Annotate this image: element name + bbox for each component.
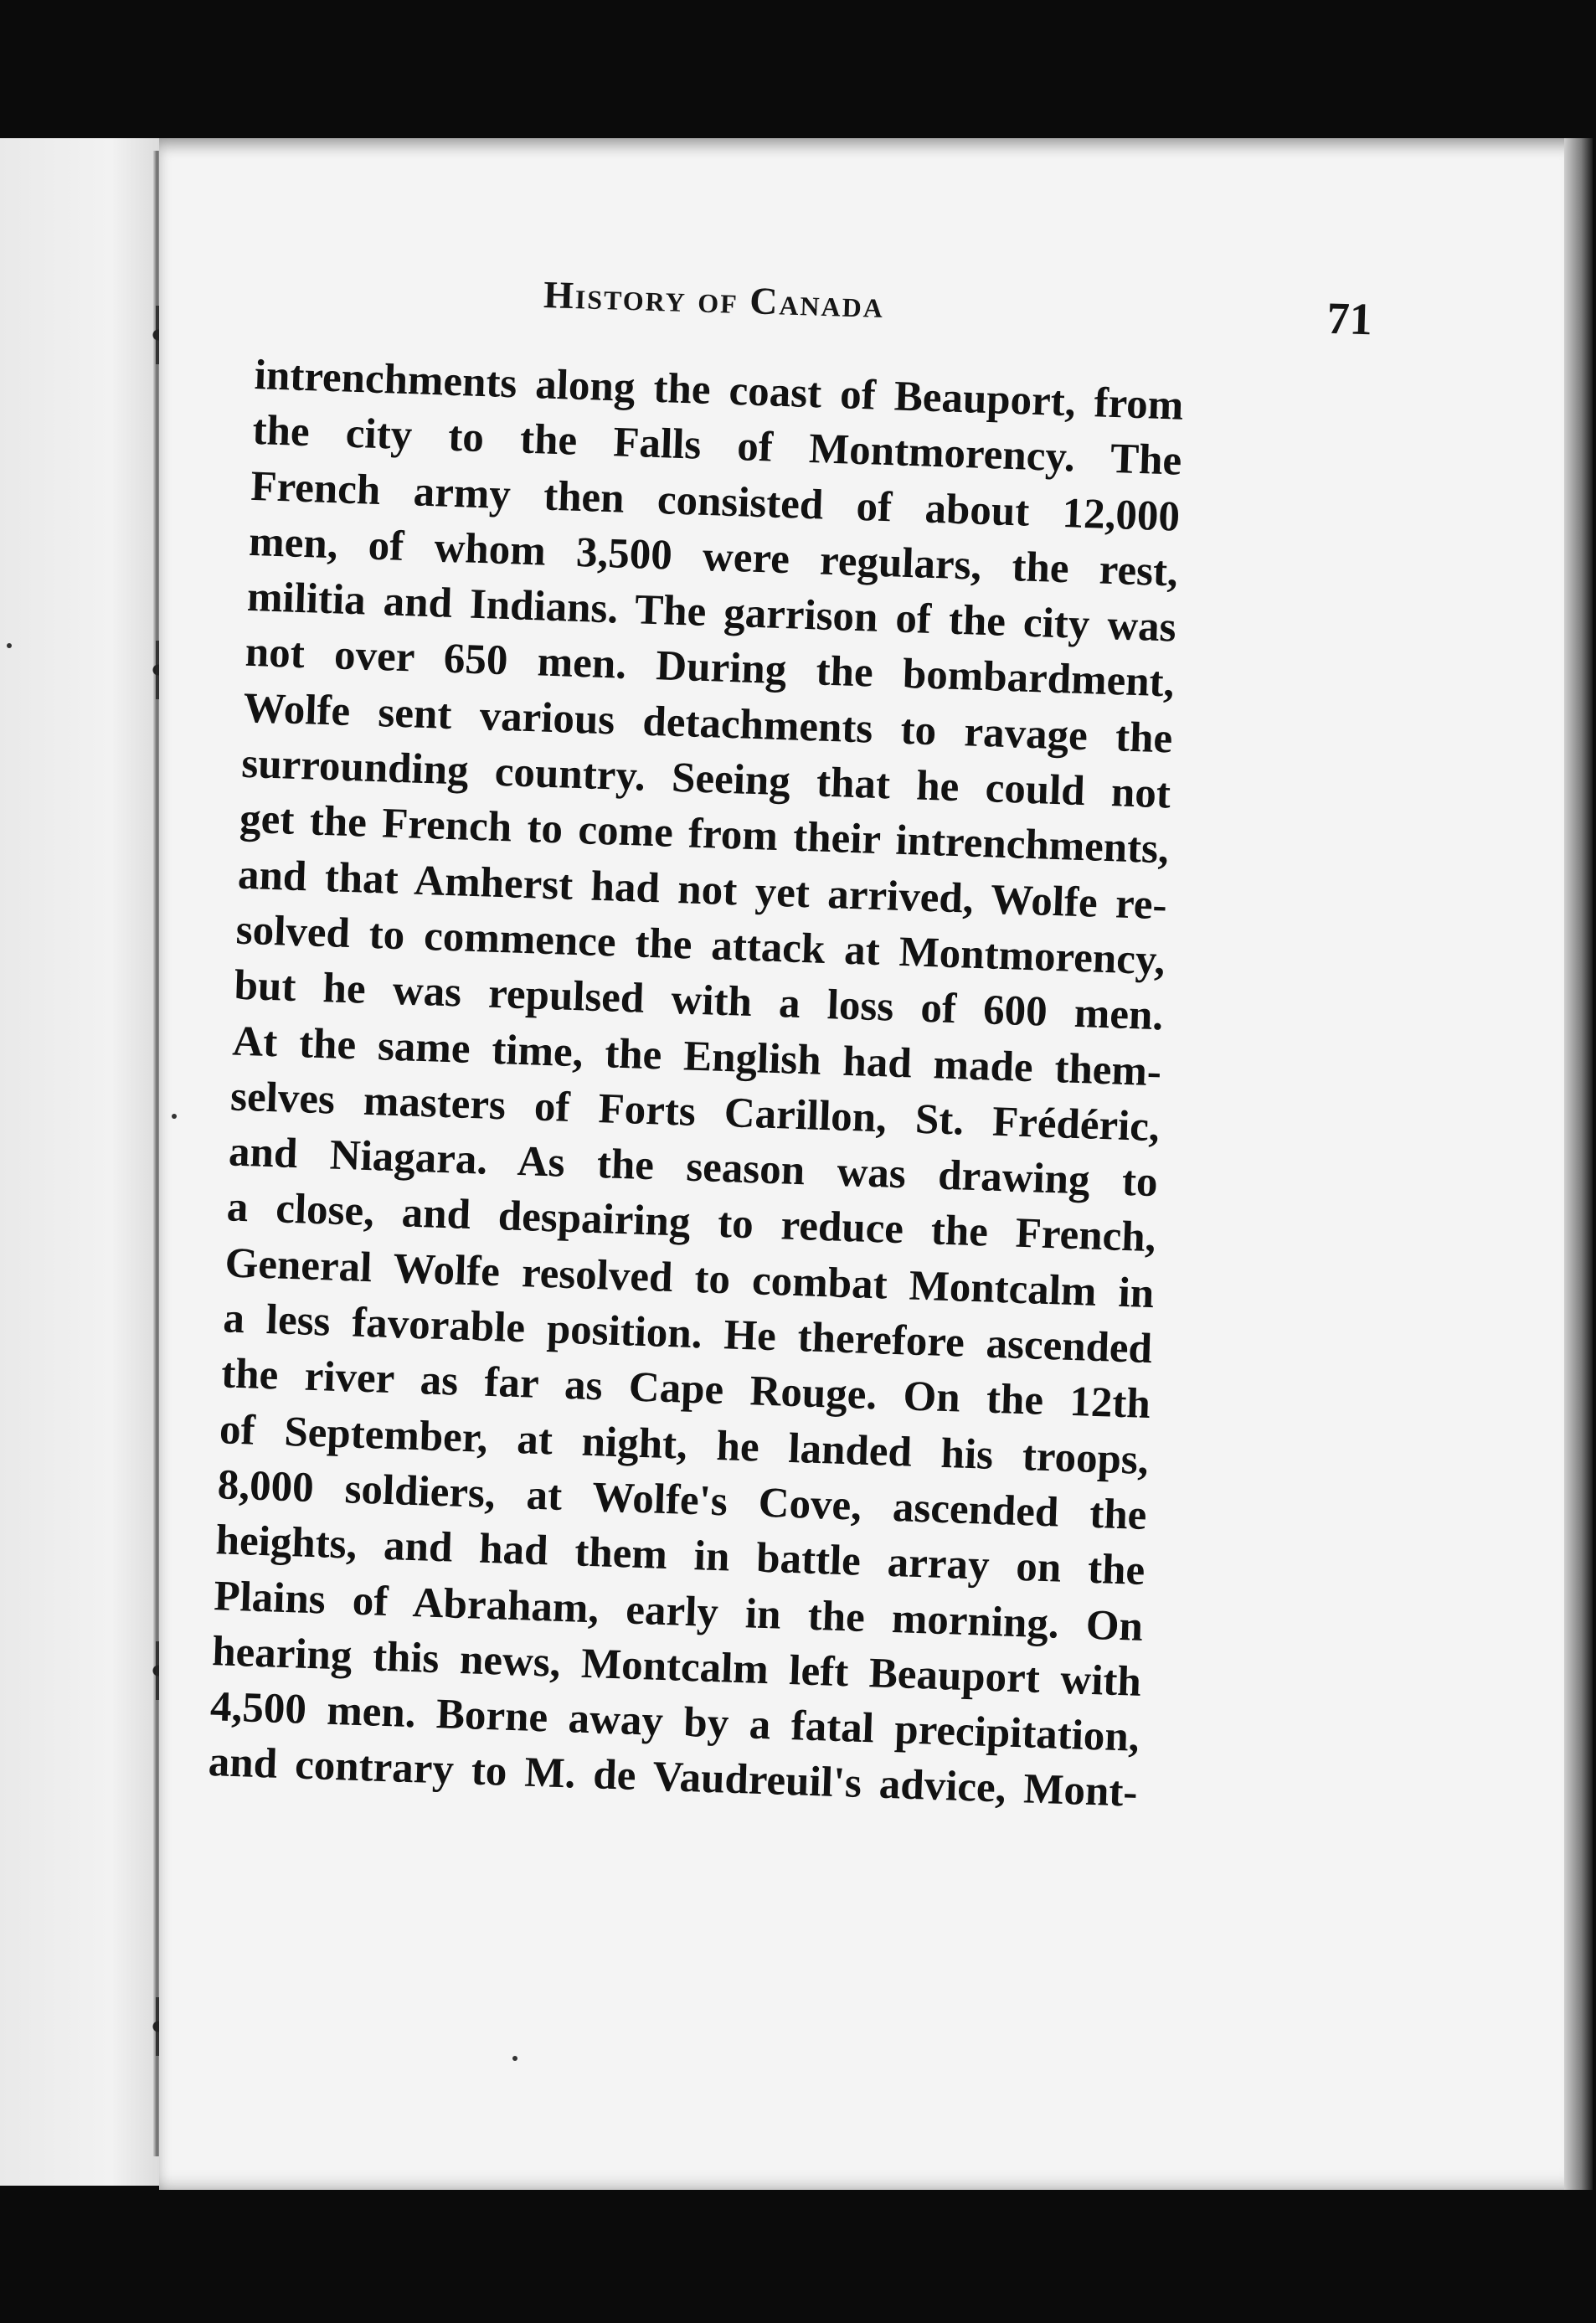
text-line: French army then consisted of about 12,000	[250, 462, 1181, 541]
text-line: but he was repulsed with a loss of 600 men.	[233, 961, 1165, 1040]
text-line: heights, and had them in battle array on the	[214, 1517, 1146, 1595]
text-line: General Wolfe resolved to combat Montcalm in	[224, 1239, 1156, 1317]
scan-speck	[512, 2056, 517, 2061]
body-text	[208, 348, 1185, 1821]
text-line: the river as far as Cape Rouge. On the 12th	[220, 1350, 1151, 1429]
scan-speck	[172, 1114, 177, 1119]
text-line: 8,000 soldiers, at Wolfe's Cove, ascended the	[217, 1461, 1148, 1539]
text-line: solved to commence the attack at Montmorency,	[234, 906, 1166, 985]
text-line: surrounding country. Seeing that he could not	[240, 739, 1171, 818]
text-line: of September, at night, he landed his troops,	[219, 1405, 1150, 1484]
page-edge-shadow	[1564, 138, 1593, 2190]
text-line: Wolfe sent various detachments to ravage the	[242, 684, 1174, 763]
text-line: 4,500 men. Borne away by a fatal precipitation,	[209, 1683, 1140, 1762]
text-line: and that Amherst had not yet arrived, Wolfe re-	[237, 851, 1168, 930]
running-head-title: History of Canada	[543, 272, 885, 327]
text-line: hearing this news, Montcalm left Beauport with	[211, 1627, 1142, 1706]
text-line: Plains of Abraham, early in the morning. On	[213, 1572, 1144, 1651]
page-number: 71	[1326, 292, 1373, 345]
text-line: get the French to come from their intrenchments,	[239, 796, 1170, 873]
text-line: the city to the Falls of Montmorency. The	[251, 407, 1183, 486]
text-line: intrenchments along the coast of Beauport, from	[253, 351, 1185, 430]
text-line: and Niagara. As the season was drawing to	[228, 1128, 1159, 1207]
text-line: At the same time, the English had made them-	[231, 1017, 1162, 1095]
text-line: selves masters of Forts Carillon, St. Frédéric,	[229, 1073, 1161, 1151]
text-line: and contrary to M. de Vaudreuil's advice, Mont-	[208, 1738, 1139, 1817]
text-line: men, of whom 3,500 were regulars, the rest,	[248, 518, 1179, 596]
text-line: a close, and despairing to reduce the French,	[226, 1183, 1157, 1262]
text-line: militia and Indians. The garrison of the city was	[246, 574, 1177, 652]
facing-page-edge	[0, 138, 159, 2186]
text-line: not over 650 men. During the bombardment,	[244, 629, 1176, 708]
scan-speck	[7, 643, 12, 648]
text-line: a less favorable position. He therefore ascended	[222, 1295, 1153, 1373]
